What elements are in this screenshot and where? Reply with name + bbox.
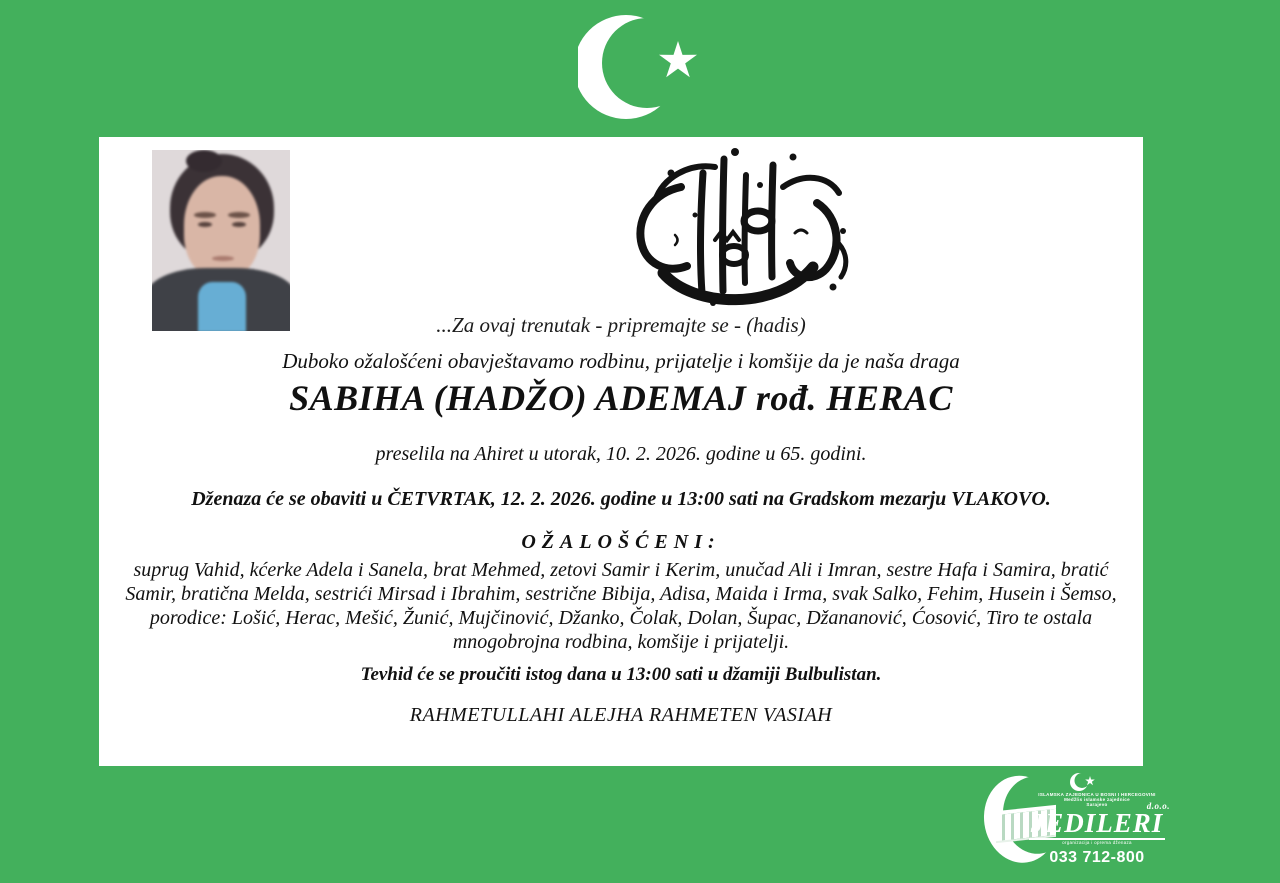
logo-company-name: JEDILERI xyxy=(1030,808,1164,838)
logo-crescent-star-icon xyxy=(1068,770,1100,794)
arabic-calligraphy-icon xyxy=(585,145,895,315)
calligraphy-numerals: ١٤٣٠ xyxy=(721,293,745,305)
mourners-paragraph: suprug Vahid, kćerke Adela i Sanela, brat Mehmed, zetovi Samir i Kerim, unučad Ali i Imran, sestre Hafa i Samira, bratić Samir, bratična Melda, sestrići Mirsad i Ibrahim, sestrične Bibija, Adisa, Maida i Irma, svak Salko, Fehim, Husein i Šemso, porodice: Lošić, Herac, Mešić, Žunić, Mujčinović, Džanko, Čolak, Dolan, Šupac, Džananović, Ćosović, Tiro te ostala mnogobrojna rodbina, komšije i prijatelji. xyxy=(125,559,1117,653)
notice-sheet xyxy=(99,137,1143,766)
intro-line: Duboko ožalošćeni obavještavamo rodbinu, prijatelje i komšije da je naša draga xyxy=(282,349,960,373)
logo-text-block xyxy=(1026,792,1168,867)
deceased-portrait-photo xyxy=(152,150,290,331)
funeral-home-logo xyxy=(980,770,1170,870)
crescent-and-star-icon xyxy=(578,10,702,124)
logo-org-line-1: ISLAMSKA ZAJEDNICA U BOSNI I HERCEGOVINI xyxy=(1038,792,1156,797)
tevhid-line: Tevhid će se proučiti istog dana u 13:00 sati u džamiji Bulbulistan. xyxy=(360,664,882,685)
portrait-illustration xyxy=(152,150,290,331)
mourners-heading: OŽALOŠĆENI: xyxy=(521,531,721,553)
hadith-caption: ...Za ovaj trenutak - pripremajte se - (hadis) xyxy=(436,313,806,337)
logo-tagline: organizacija i oprema dženaza xyxy=(1062,840,1132,845)
closing-prayer: RAHMETULLAHI ALEJHA RAHMETEN VASIAH xyxy=(409,704,833,726)
logo-org-line-3: Sarajevo xyxy=(1086,802,1108,807)
deceased-name: SABIHA (HADŽO) ADEMAJ rođ. HERAC xyxy=(289,378,953,418)
crescent-shape xyxy=(578,15,678,119)
logo-org-line-2: Medžlis islamske zajednice xyxy=(1064,797,1130,802)
logo-phone-number: 033 712-800 xyxy=(1049,849,1145,866)
death-line: preselila na Ahiret u utorak, 10. 2. 2026. godine u 65. godini. xyxy=(375,443,867,465)
logo-company-suffix: d.o.o. xyxy=(1146,801,1170,811)
funeral-line: Dženaza će se obaviti u ČETVRTAK, 12. 2. 2026. godine u 13:00 sati na Gradskom mezarju VLAKOVO. xyxy=(191,488,1051,510)
